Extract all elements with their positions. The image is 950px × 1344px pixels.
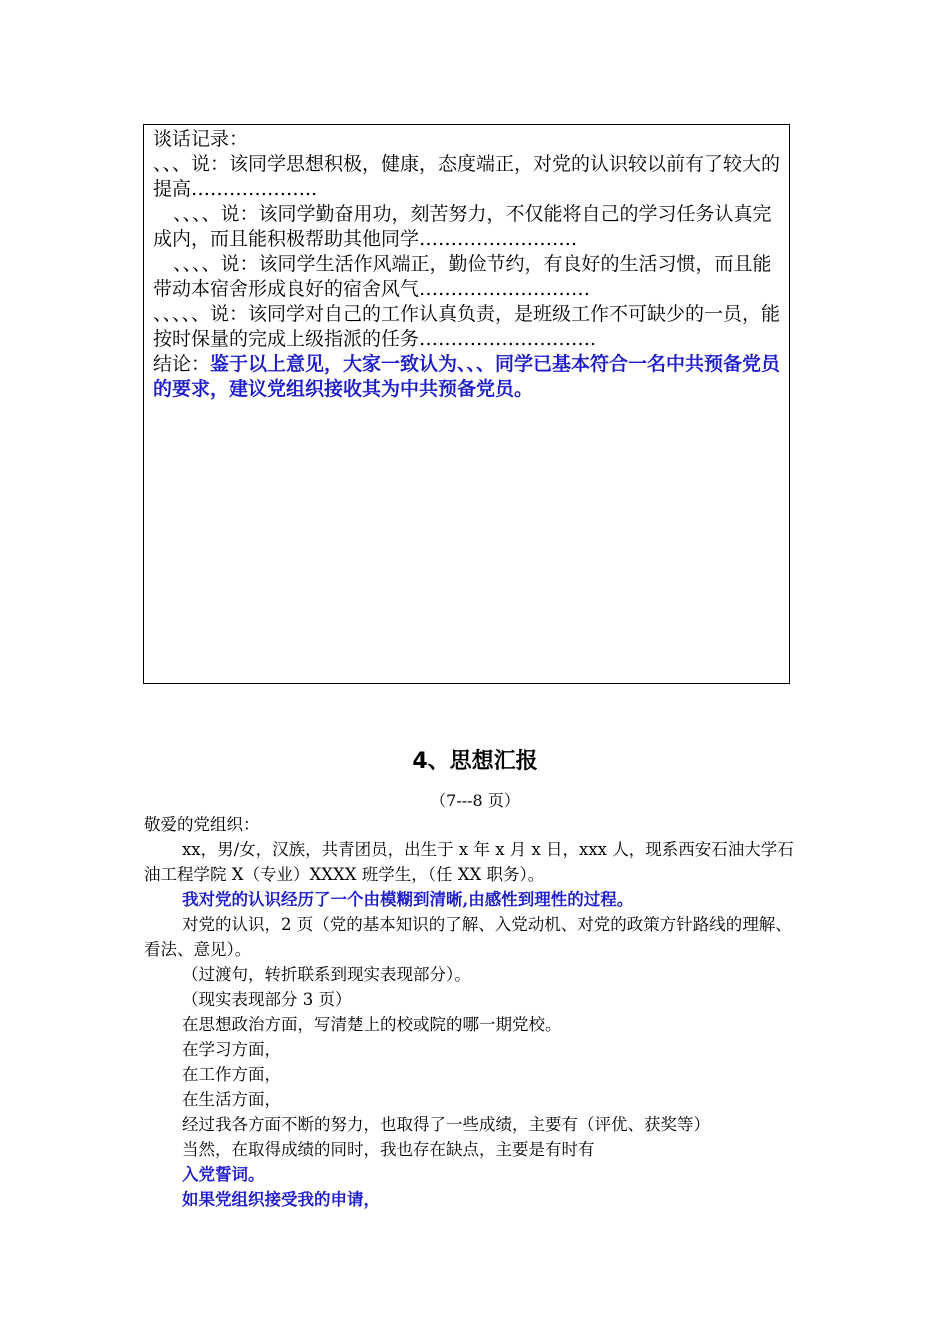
conclusion-label: 结论： [153,353,211,375]
record-heading: 谈话记录： [153,128,249,150]
record-conclusion [153,352,781,402]
conversation-record-box [143,124,790,684]
work-line: 在工作方面， [182,1065,281,1084]
record-entry-2: 、、、、说：该同学勤奋用功，刻苦努力，不仅能将自己的学习任务认真完成内，而且能积极帮助其他同学……………………. [153,203,772,250]
intro-paragraph: xx，男/女，汉族，共青团员，出生于 x 年 x 月 x 日，xxx 人，现系西安石油大学石油工程学院 X（专业）XXXX 班学生，（任 XX 职务）。 [144,840,794,884]
oath-line: 入党誓词。 [182,1165,265,1184]
record-entry-4: 、、、、、说：该同学对自己的工作认真负责，是班级工作不可缺少的一员，能按时保量的完成上级指派的任务………………………. [153,303,781,350]
record-entry-1: 、、、说：该同学思想积极，健康，态度端正，对党的认识较以前有了较大的提高……………….. [153,153,781,200]
transition-line: （过渡句，转折联系到现实表现部分）。 [182,965,471,984]
highlight-line: 我对党的认识经历了一个由模糊到清晰,由感性到理性的过程。 [182,890,634,909]
record-entry-3: 、、、、说：该同学生活作风端正，勤俭节约，有良好的生活习惯，而且能带动本宿舍形成良好的宿舍风气……………………… [153,253,772,300]
shortcomings-line: 当然，在取得成绩的同时，我也存在缺点，主要是有时有 [182,1140,595,1159]
understanding-paragraph: 对党的认识，2 页（党的基本知识的了解、入党动机、对党的政策方针路线的理解、看法、意见）。 [144,915,792,959]
conclusion-text: 鉴于以上意见，大家一致认为、、、同学已基本符合一名中共预备党员的要求，建议党组织接收其为中共预备党员。 [153,353,781,400]
politics-line: 在思想政治方面，写清楚上的校或院的哪一期党校。 [182,1015,562,1034]
section-title: 4、思想汇报 [412,749,538,774]
life-line: 在生活方面， [182,1090,281,1109]
salutation: 敬爱的党组织： [144,815,260,834]
achievements-line: 经过我各方面不断的努力，也取得了一些成绩，主要有（评优、获奖等） [182,1115,710,1134]
study-line: 在学习方面， [182,1040,281,1059]
section-page-range: （7---8 页） [430,791,520,810]
reality-line: （现实表现部分 3 页） [182,990,352,1009]
if-accepted-line: 如果党组织接受我的申请， [182,1190,380,1209]
thought-report-body [144,812,808,1212]
